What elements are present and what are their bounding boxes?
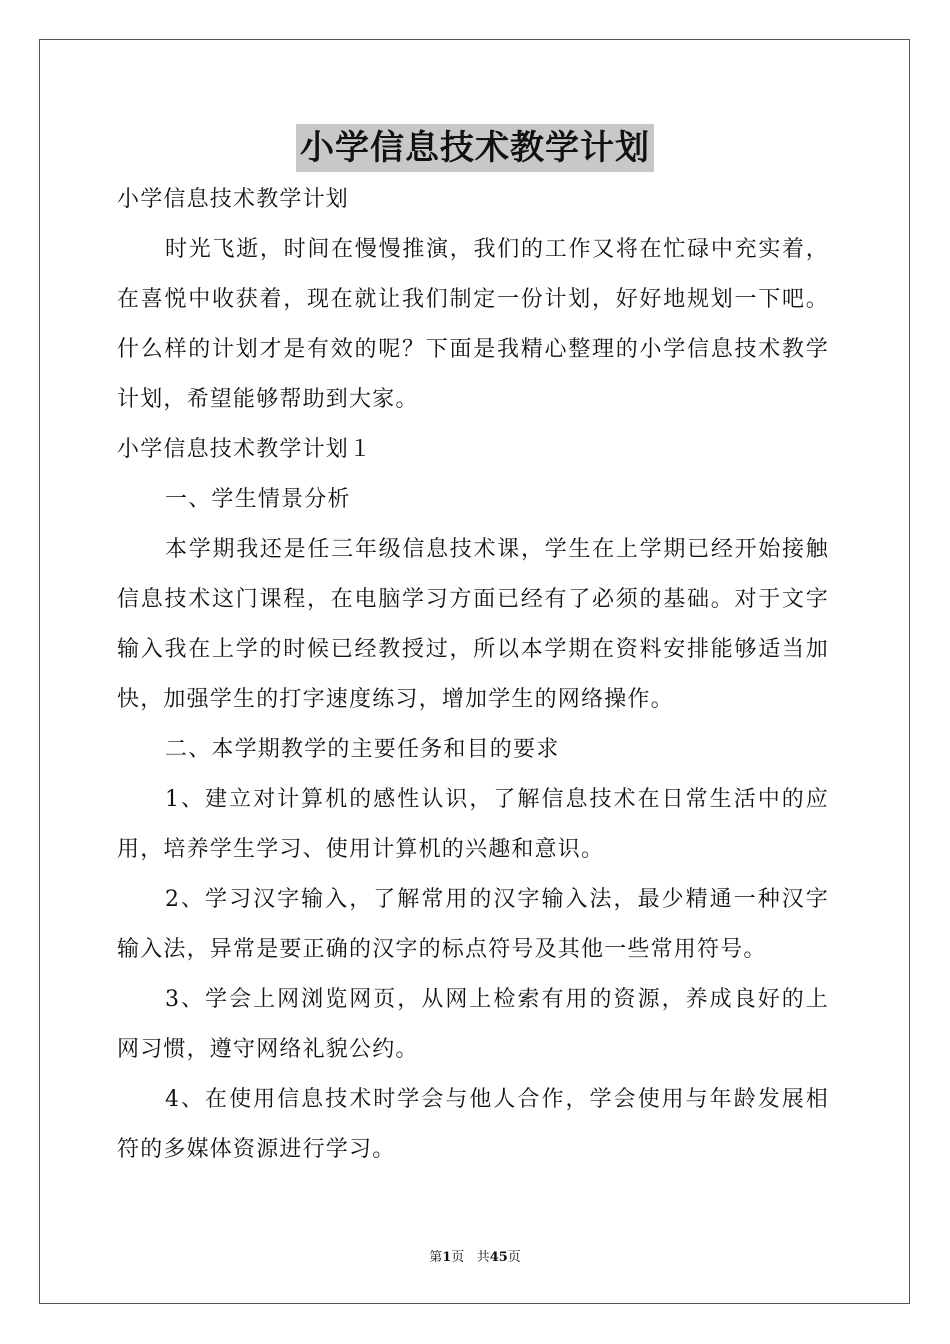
list-item-line: 3、学会上网浏览网页，从网上检索有用的资源，养成良好的上 (165, 987, 829, 1012)
page-suffix: 页 (451, 1250, 465, 1265)
total-prefix: 共 (476, 1250, 490, 1265)
paragraph-line: 快，加强学生的打字速度练习，增加学生的网络操作。 (117, 687, 674, 712)
paragraph-line: 信息技术这门课程，在电脑学习方面已经有了必须的基础。对于文字 (117, 587, 829, 612)
page-prefix: 第 (429, 1250, 443, 1265)
paragraph-line: 什么样的计划才是有效的呢？下面是我精心整理的小学信息技术教学 (117, 337, 829, 362)
paragraph-line: 计划，希望能够帮助到大家。 (117, 387, 419, 412)
list-item-line: 输入法，异常是要正确的汉字的标点符号及其他一些常用符号。 (117, 937, 767, 962)
list-item-line: 网习惯，遵守网络礼貌公约。 (117, 1037, 419, 1062)
list-item-line: 1、建立对计算机的感性认识，了解信息技术在日常生活中的应 (165, 787, 829, 812)
list-item-line: 用，培养学生学习、使用计算机的兴趣和意识。 (117, 837, 605, 862)
page-footer (0, 1246, 950, 1265)
list-item-line: 4、在使用信息技术时学会与他人合作，学会使用与年龄发展相 (165, 1087, 829, 1112)
list-item-line: 符的多媒体资源进行学习。 (117, 1137, 396, 1162)
title-container (0, 124, 950, 172)
document-title: 小学信息技术教学计划 (296, 124, 654, 172)
section-heading: 小学信息技术教学计划１ (117, 437, 373, 462)
list-item-line: 2、学习汉字输入，了解常用的汉字输入法，最少精通一种汉字 (165, 887, 829, 912)
subsection-heading: 一、学生情景分析 (165, 487, 351, 512)
paragraph-line: 在喜悦中收获着，现在就让我们制定一份计划，好好地规划一下吧。 (117, 287, 829, 312)
subtitle-line: 小学信息技术教学计划 (117, 187, 350, 212)
subsection-heading: 二、本学期教学的主要任务和目的要求 (165, 737, 560, 762)
total-suffix: 页 (507, 1250, 521, 1265)
total-pages: 45 (489, 1250, 508, 1265)
page-number: 1 (442, 1250, 452, 1265)
paragraph-line: 输入我在上学的时候已经教授过，所以本学期在资料安排能够适当加 (117, 637, 829, 662)
paragraph-line: 本学期我还是任三年级信息技术课，学生在上学期已经开始接触 (165, 537, 829, 562)
paragraph-line: 时光飞逝，时间在慢慢推演，我们的工作又将在忙碌中充实着， (165, 237, 829, 262)
